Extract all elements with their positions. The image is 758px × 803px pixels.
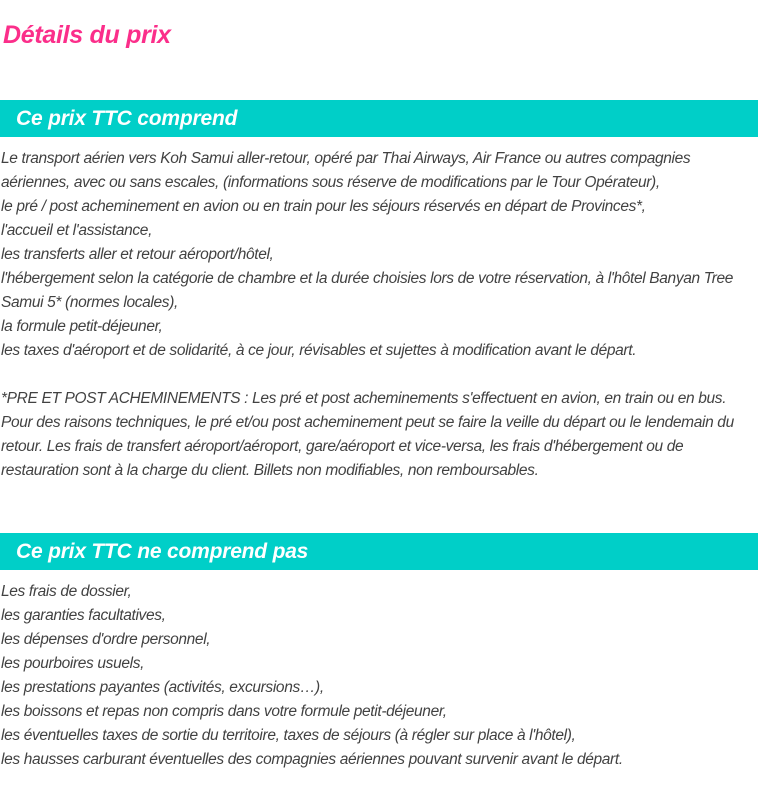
not-included-item: les éventuelles taxes de sortie du territoire, taxes de séjours (à régler sur place à l'hôtel), — [1, 727, 576, 744]
included-banner — [0, 100, 758, 137]
not-included-item: les boissons et repas non compris dans votre formule petit-déjeuner, — [1, 703, 447, 720]
included-item: Le transport aérien vers Koh Samui aller-retour, opéré par Thai Airways, Air France ou autres compagnies aériennes, avec ou sans escales, (informations sous réserve de modifications par le Tour Opérateur), — [1, 150, 691, 191]
section-price-not-included — [0, 533, 758, 772]
included-banner-label: Ce prix TTC comprend — [16, 107, 238, 130]
included-item: l'hébergement selon la catégorie de chambre et la durée choisies lors de votre réservation, à l'hôtel Banyan Tree Samui 5* (normes locales), — [1, 270, 734, 311]
section-price-included — [0, 100, 758, 483]
not-included-banner — [0, 533, 758, 570]
page-title: Détails du prix — [3, 21, 171, 49]
not-included-item: les pourboires usuels, — [1, 655, 145, 672]
included-item: la formule petit-déjeuner, — [1, 318, 163, 335]
included-content — [0, 137, 758, 483]
included-item: l'accueil et l'assistance, — [1, 222, 153, 239]
not-included-item: Les frais de dossier, — [1, 583, 132, 600]
not-included-banner-label: Ce prix TTC ne comprend pas — [16, 540, 309, 563]
included-item: les transferts aller et retour aéroport/hôtel, — [1, 246, 274, 263]
included-item: le pré / post acheminement en avion ou en train pour les séjours réservés en départ de Provinces*, — [1, 198, 646, 215]
not-included-item: les prestations payantes (activités, excursions…), — [1, 679, 324, 696]
not-included-item: les garanties facultatives, — [1, 607, 166, 624]
included-item: les taxes d'aéroport et de solidarité, à ce jour, révisables et sujettes à modification avant le départ. — [1, 342, 637, 359]
pre-post-acheminements-footnote: *PRE ET POST ACHEMINEMENTS : Les pré et post acheminements s'effectuent en avion, en train ou en bus. Pour des raisons techniques, le pré et/ou post acheminement peut se faire la veille du départ ou le lendemain du retour. Les frais de transfert aéroport/aéroport, gare/aéroport et vice-versa, les frais d'hébergement ou de restauration sont à la charge du client. Billets non modifiables, non remboursables. — [1, 390, 734, 479]
not-included-item: les dépenses d'ordre personnel, — [1, 631, 211, 648]
not-included-content — [0, 570, 758, 772]
not-included-item: les hausses carburant éventuelles des compagnies aériennes pouvant survenir avant le départ. — [1, 751, 623, 768]
